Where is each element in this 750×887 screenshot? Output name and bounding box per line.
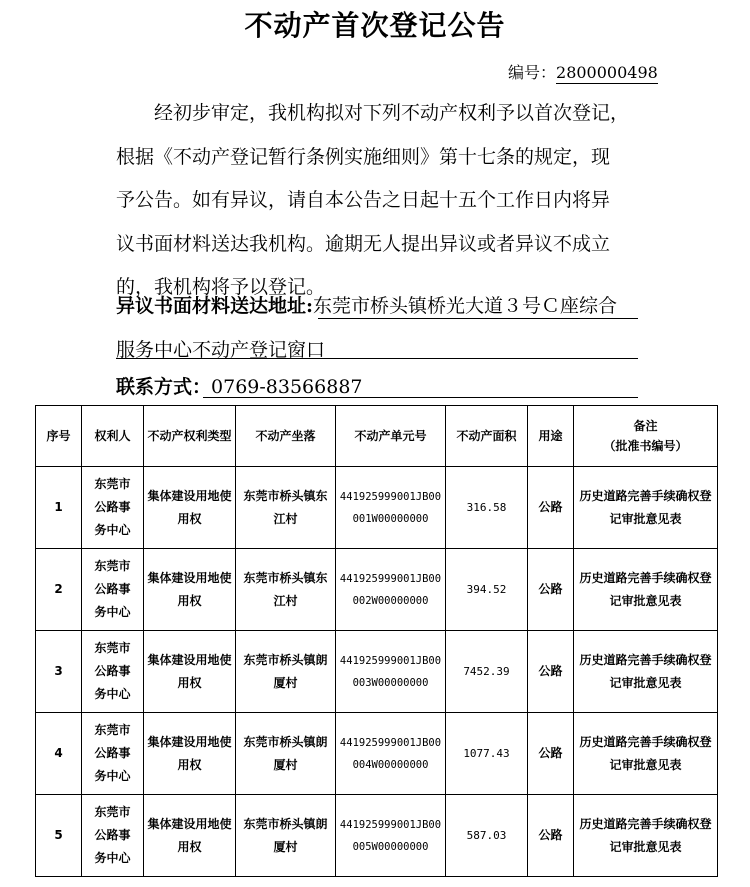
cell-holder: 东莞市公路事务中心 bbox=[82, 467, 144, 549]
doc-number bbox=[508, 60, 658, 83]
intro-line: 根据《不动产登记暂行条例实施细则》第十七条的规定，现 bbox=[116, 145, 611, 168]
intro-line: 的，我机构将予以登记。 bbox=[116, 276, 326, 298]
page-title: 不动产首次登记公告 bbox=[244, 9, 506, 42]
intro-paragraph bbox=[116, 92, 652, 310]
property-table bbox=[35, 405, 718, 877]
cell-unit: 441925999001JB00003W00000000 bbox=[336, 631, 446, 713]
cell-no: 2 bbox=[36, 549, 82, 631]
cell-area: 1077.43 bbox=[446, 713, 528, 795]
header-cell: 权利人 bbox=[82, 406, 144, 467]
address-value-2: 服务中心不动产登记窗口 bbox=[116, 339, 326, 361]
cell-location: 东莞市桥头镇东江村 bbox=[236, 467, 336, 549]
cell-right-type: 集体建设用地使用权 bbox=[144, 713, 236, 795]
cell-note: 历史道路完善手续确权登记审批意见表 bbox=[574, 795, 718, 877]
cell-location: 东莞市桥头镇朗厦村 bbox=[236, 795, 336, 877]
header-cell: 不动产面积 bbox=[446, 406, 528, 467]
cell-use: 公路 bbox=[528, 549, 574, 631]
cell-location: 东莞市桥头镇朗厦村 bbox=[236, 713, 336, 795]
cell-use: 公路 bbox=[528, 795, 574, 877]
table-row bbox=[36, 713, 718, 795]
cell-use: 公路 bbox=[528, 713, 574, 795]
doc-number-label: 编号： bbox=[508, 63, 557, 82]
table-row bbox=[36, 549, 718, 631]
intro-line: 经初步审定，我机构拟对下列不动产权利予以首次登记， bbox=[154, 102, 630, 124]
cell-right-type: 集体建设用地使用权 bbox=[144, 795, 236, 877]
address-label: 异议书面材料送达地址: bbox=[116, 295, 314, 317]
table-row bbox=[36, 631, 718, 713]
cell-holder: 东莞市公路事务中心 bbox=[82, 795, 144, 877]
cell-location: 东莞市桥头镇朗厦村 bbox=[236, 631, 336, 713]
address-value-1: 东莞市桥头镇桥光大道３号Ｃ座综合 bbox=[313, 295, 618, 317]
contact-underline bbox=[203, 397, 638, 398]
header-cell: 备注 （批准书编号） bbox=[574, 406, 718, 467]
table-header-row bbox=[36, 406, 718, 467]
cell-right-type: 集体建设用地使用权 bbox=[144, 631, 236, 713]
cell-no: 1 bbox=[36, 467, 82, 549]
doc-number-value: 2800000498 bbox=[556, 63, 658, 82]
cell-no: 3 bbox=[36, 631, 82, 713]
cell-area: 7452.39 bbox=[446, 631, 528, 713]
cell-note: 历史道路完善手续确权登记审批意见表 bbox=[574, 631, 718, 713]
address-underline-2 bbox=[116, 358, 638, 359]
table-row bbox=[36, 467, 718, 549]
header-cell: 不动产坐落 bbox=[236, 406, 336, 467]
cell-right-type: 集体建设用地使用权 bbox=[144, 467, 236, 549]
cell-holder: 东莞市公路事务中心 bbox=[82, 631, 144, 713]
cell-use: 公路 bbox=[528, 467, 574, 549]
cell-no: 5 bbox=[36, 795, 82, 877]
cell-unit: 441925999001JB00001W00000000 bbox=[336, 467, 446, 549]
intro-line: 议书面材料送达我机构。逾期无人提出异议或者异议不成立 bbox=[116, 232, 611, 255]
address-underline-1 bbox=[318, 318, 638, 319]
cell-unit: 441925999001JB00002W00000000 bbox=[336, 549, 446, 631]
cell-right-type: 集体建设用地使用权 bbox=[144, 549, 236, 631]
header-cell: 序号 bbox=[36, 406, 82, 467]
cell-holder: 东莞市公路事务中心 bbox=[82, 713, 144, 795]
cell-unit: 441925999001JB00005W00000000 bbox=[336, 795, 446, 877]
cell-area: 587.03 bbox=[446, 795, 528, 877]
cell-location: 东莞市桥头镇东江村 bbox=[236, 549, 336, 631]
contact-label: 联系方式： bbox=[116, 376, 212, 398]
cell-no: 4 bbox=[36, 713, 82, 795]
table-row bbox=[36, 795, 718, 877]
contact-value: 0769-83566887 bbox=[211, 376, 363, 398]
cell-use: 公路 bbox=[528, 631, 574, 713]
cell-note: 历史道路完善手续确权登记审批意见表 bbox=[574, 713, 718, 795]
cell-note: 历史道路完善手续确权登记审批意见表 bbox=[574, 549, 718, 631]
cell-unit: 441925999001JB00004W00000000 bbox=[336, 713, 446, 795]
contact-line bbox=[116, 372, 363, 399]
address-line-1 bbox=[116, 291, 617, 318]
cell-note: 历史道路完善手续确权登记审批意见表 bbox=[574, 467, 718, 549]
cell-area: 316.58 bbox=[446, 467, 528, 549]
cell-holder: 东莞市公路事务中心 bbox=[82, 549, 144, 631]
header-cell: 用途 bbox=[528, 406, 574, 467]
header-cell: 不动产权利类型 bbox=[144, 406, 236, 467]
intro-line: 予公告。如有异议，请自本公告之日起十五个工作日内将异 bbox=[116, 189, 611, 211]
header-cell: 不动产单元号 bbox=[336, 406, 446, 467]
cell-area: 394.52 bbox=[446, 549, 528, 631]
